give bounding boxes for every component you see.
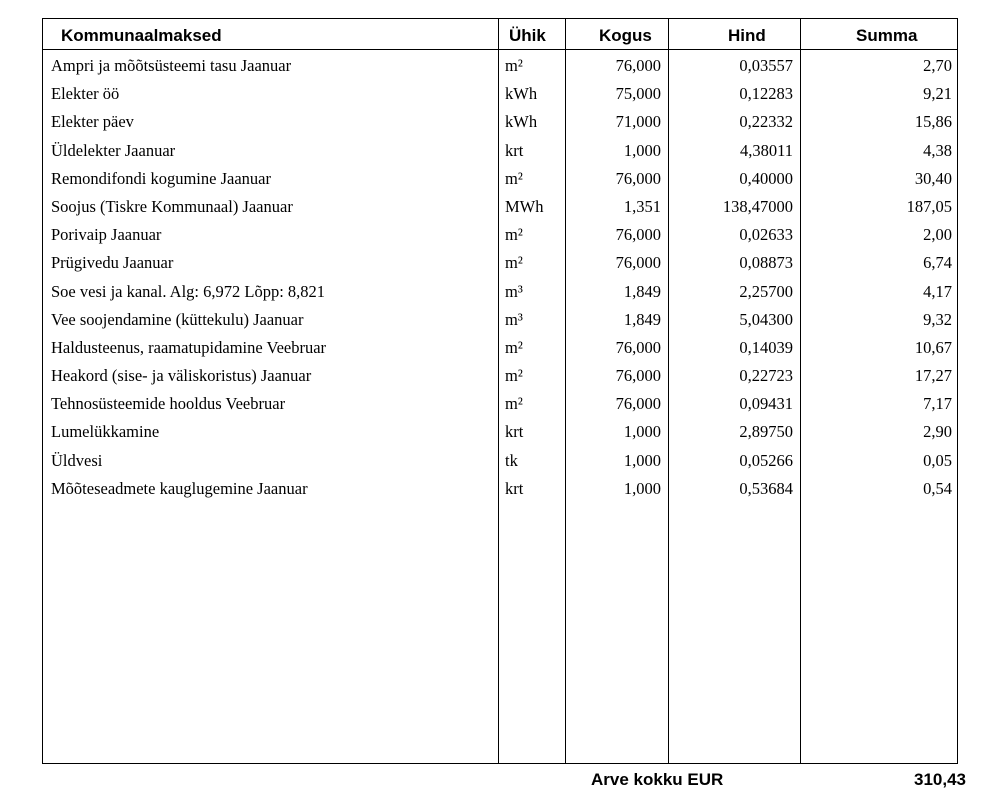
row-sum: 4,17 (923, 281, 952, 301)
table-row (43, 418, 957, 446)
row-quantity: 76,000 (615, 168, 661, 188)
row-name: Haldusteenus, raamatupidamine Veebruar (51, 337, 327, 357)
row-price: 5,04300 (739, 309, 793, 329)
row-quantity: 1,000 (623, 422, 661, 442)
row-unit: krt (505, 140, 524, 160)
header-name: Kommunaalmaksed (61, 26, 222, 45)
row-price: 0,14039 (739, 337, 793, 357)
row-unit: m² (505, 366, 523, 386)
row-name: Elekter öö (51, 84, 120, 104)
row-name: Remondifondi kogumine Jaanuar (51, 168, 271, 188)
header-sum: Summa (856, 26, 918, 45)
table-row (43, 475, 957, 503)
table-row (43, 278, 957, 306)
row-unit: m² (505, 168, 523, 188)
row-quantity: 76,000 (615, 366, 661, 386)
row-quantity: 1,000 (623, 140, 661, 160)
row-sum: 0,05 (923, 450, 952, 470)
row-unit: m² (505, 337, 523, 357)
table-row (43, 108, 957, 136)
row-sum: 9,32 (923, 309, 952, 329)
row-price: 0,22332 (739, 112, 793, 132)
row-unit: krt (505, 422, 524, 442)
row-unit: m³ (505, 309, 523, 329)
row-price: 0,08873 (739, 253, 793, 273)
table-row (43, 221, 957, 249)
row-sum: 187,05 (906, 196, 952, 216)
table-body (43, 52, 957, 503)
total-label: Arve kokku EUR (591, 770, 724, 789)
row-sum: 6,74 (923, 253, 952, 273)
table-row (43, 249, 957, 277)
row-quantity: 76,000 (615, 56, 661, 75)
row-unit: m² (505, 225, 523, 245)
row-quantity: 76,000 (615, 394, 661, 414)
row-quantity: 1,849 (623, 309, 661, 329)
table-row (43, 137, 957, 165)
row-name: Ampri ja mõõtsüsteemi tasu Jaanuar (51, 56, 292, 75)
row-unit: m² (505, 253, 523, 273)
header-price: Hind (728, 26, 766, 45)
row-unit: kWh (505, 84, 538, 104)
row-unit: m³ (505, 281, 523, 301)
row-price: 0,02633 (739, 225, 793, 245)
row-name: Heakord (sise- ja väliskoristus) Jaanuar (51, 366, 312, 386)
row-price: 4,38011 (739, 140, 793, 160)
row-sum: 2,70 (923, 56, 952, 75)
table-row (43, 193, 957, 221)
row-unit: tk (505, 450, 518, 470)
row-price: 2,89750 (739, 422, 793, 442)
row-sum: 0,54 (923, 478, 952, 498)
row-price: 2,25700 (739, 281, 793, 301)
row-quantity: 71,000 (615, 112, 661, 132)
row-price: 0,53684 (739, 478, 793, 498)
row-unit: kWh (505, 112, 538, 132)
row-price: 0,40000 (739, 168, 793, 188)
table-row (43, 447, 957, 475)
table-row (43, 80, 957, 108)
row-sum: 2,00 (923, 225, 952, 245)
row-name: Üldelekter Jaanuar (51, 140, 176, 160)
row-name: Üldvesi (51, 450, 103, 470)
table-row (43, 362, 957, 390)
row-quantity: 1,000 (623, 450, 661, 470)
row-quantity: 75,000 (615, 84, 661, 104)
table-row (43, 390, 957, 418)
row-unit: MWh (505, 196, 544, 216)
row-unit: m² (505, 56, 523, 75)
row-sum: 30,40 (914, 168, 952, 188)
row-price: 0,03557 (739, 56, 793, 75)
row-price: 0,05266 (739, 450, 793, 470)
utilities-table (42, 18, 958, 764)
row-sum: 10,67 (914, 337, 952, 357)
row-quantity: 76,000 (615, 337, 661, 357)
row-quantity: 76,000 (615, 225, 661, 245)
row-name: Tehnosüsteemide hooldus Veebruar (51, 394, 286, 414)
row-name: Mõõteseadmete kauglugemine Jaanuar (51, 478, 308, 498)
row-unit: m² (505, 394, 523, 414)
row-quantity: 1,849 (623, 281, 661, 301)
row-sum: 7,17 (923, 394, 952, 414)
header-qty: Kogus (599, 26, 652, 45)
row-quantity: 1,000 (623, 478, 661, 498)
row-name: Porivaip Jaanuar (51, 225, 162, 245)
row-sum: 9,21 (923, 84, 952, 104)
total-value: 310,43 (914, 770, 966, 789)
row-quantity: 1,351 (623, 196, 661, 216)
table-row (43, 334, 957, 362)
row-name: Soojus (Tiskre Kommunaal) Jaanuar (51, 196, 293, 216)
table-row (43, 52, 957, 80)
row-name: Soe vesi ja kanal. Alg: 6,972 Lõpp: 8,821 (51, 281, 326, 301)
table-row (43, 165, 957, 193)
row-price: 0,09431 (739, 394, 793, 414)
row-quantity: 76,000 (615, 253, 661, 273)
table-row (43, 306, 957, 334)
row-name: Lumelükkamine (51, 422, 160, 442)
row-price: 138,47000 (722, 196, 793, 216)
header-unit: Ühik (509, 26, 546, 45)
row-name: Vee soojendamine (küttekulu) Jaanuar (51, 309, 304, 329)
row-name: Prügivedu Jaanuar (51, 253, 174, 273)
row-price: 0,12283 (739, 84, 793, 104)
row-price: 0,22723 (739, 366, 793, 386)
row-sum: 15,86 (914, 112, 952, 132)
row-sum: 17,27 (914, 366, 952, 386)
row-sum: 4,38 (923, 140, 952, 160)
row-name: Elekter päev (51, 112, 134, 132)
header-divider (43, 49, 957, 50)
row-sum: 2,90 (923, 422, 952, 442)
row-unit: krt (505, 478, 524, 498)
